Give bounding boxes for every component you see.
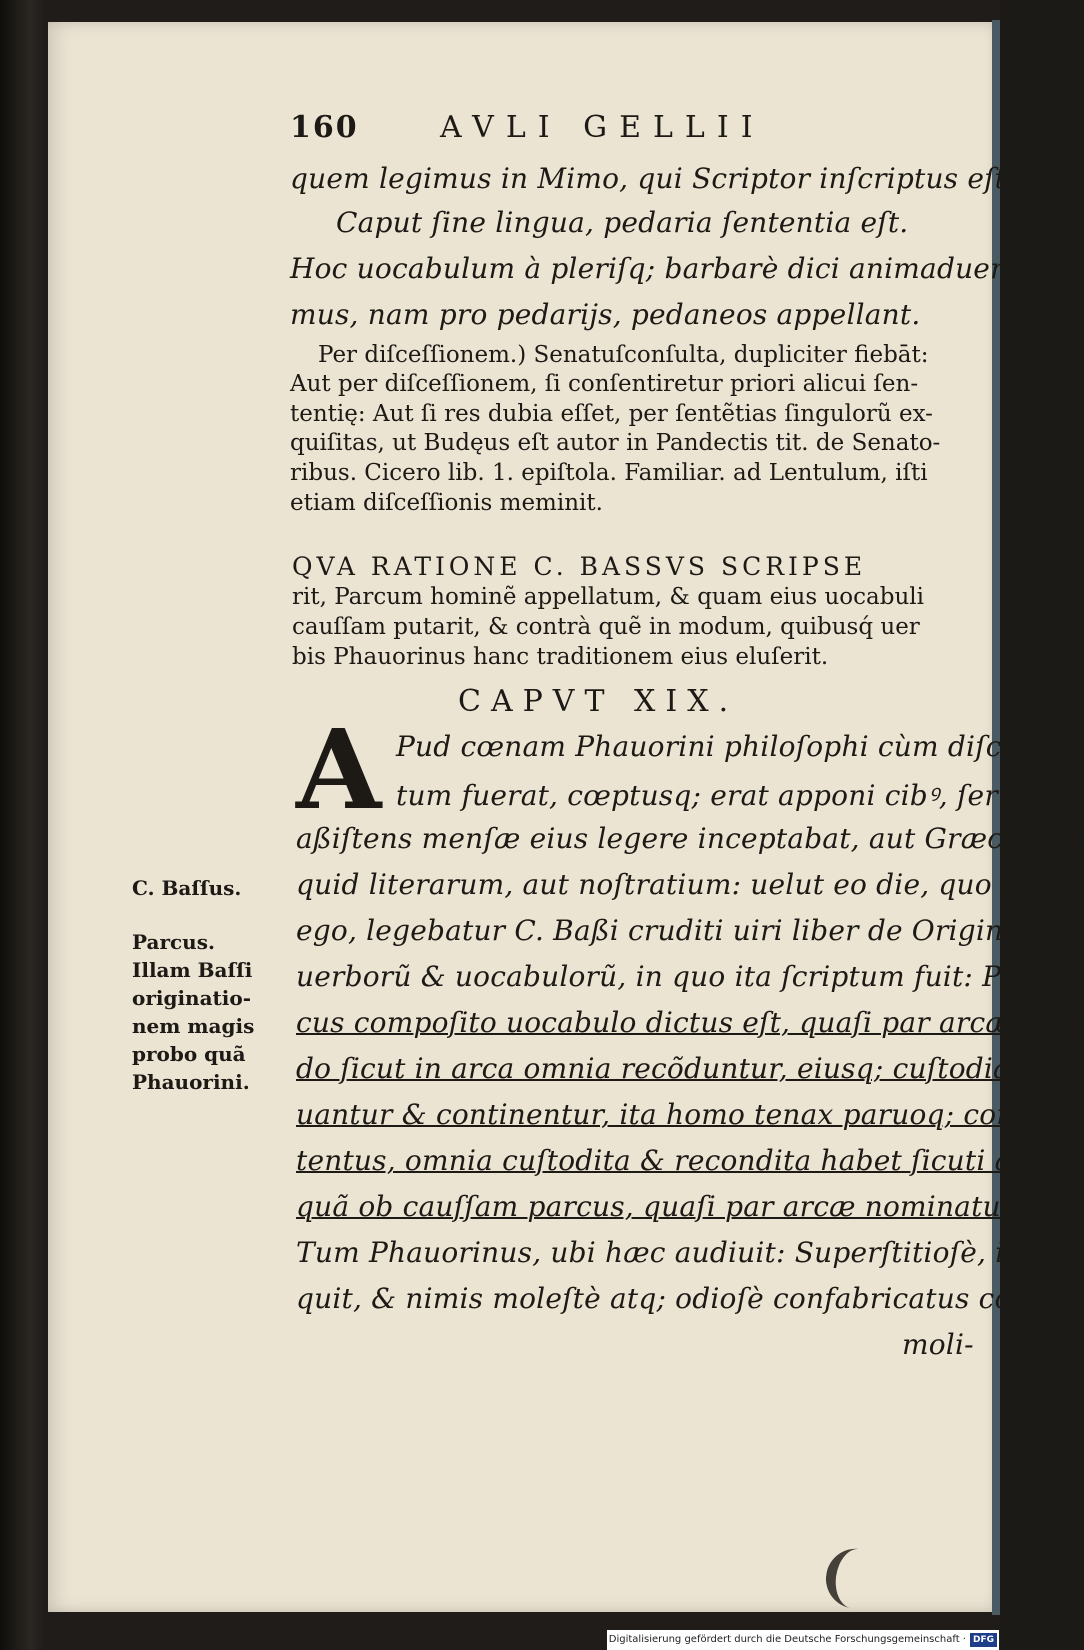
chapter-line-marked: do ſicut in arca omnia recõduntur, eiusq; cuſtodia ſer bbox=[296, 1052, 1060, 1085]
margin-note-line: Phauorini. bbox=[132, 1070, 250, 1094]
chapter-line: aßiſtens menſæ eius legere inceptabat, aut Græcarum bbox=[296, 822, 1079, 855]
chapter-line: tum fuerat, cœptusq; erat apponi cibꝰ, ſeruus bbox=[396, 779, 1049, 812]
chapter-line: Tum Phauorinus, ubi hæc audiuit: Superſtitioſè, in- bbox=[296, 1236, 1033, 1269]
body-line: mus, nam pro pedarijs, pedaneos appellant. bbox=[290, 298, 921, 331]
folio-number: 160 bbox=[290, 110, 359, 145]
margin-note-line: originatio- bbox=[132, 986, 252, 1010]
body-line: Hoc uocabulum à pleriſq; barbarè dici animaduerti- bbox=[290, 252, 1034, 285]
commentary-line: quiſitas, ut Budęus eſt autor in Pandectis tit. de Senato- bbox=[290, 430, 941, 456]
chapter-line-marked: quã ob cauſſam parcus, quaſi par arcæ nominatus eſt. bbox=[296, 1190, 1073, 1223]
body-line: quem legimus in Mimo, qui Scriptor inſcriptus eſt: bbox=[290, 162, 1016, 195]
commentary-line: etiam diſceſſionis meminit. bbox=[290, 490, 603, 516]
running-head: AVLI GELLII bbox=[440, 110, 765, 145]
margin-note-line: probo quã bbox=[132, 1042, 246, 1066]
margin-note-line: Illam Baſſi bbox=[132, 958, 253, 982]
drop-cap: A bbox=[296, 705, 382, 834]
chapter-line-marked: uantur & continentur, ita homo tenax paruoq; con- bbox=[296, 1098, 1025, 1131]
footer-credit bbox=[607, 1630, 999, 1650]
summary-line: bis Phauorinus hanc traditionem eius eluſerit. bbox=[292, 644, 829, 670]
summary-line: cauſſam putarit, & contrà quẽ in modum, quibusq́ uer bbox=[292, 614, 920, 640]
commentary-line: Per diſceſſionem.) Senatuſconſulta, dupliciter fiebāt: bbox=[318, 342, 929, 368]
dfg-logo: DFG bbox=[970, 1633, 997, 1647]
catchword: moli- bbox=[902, 1328, 974, 1361]
chapter-heading: CAPVT XIX. bbox=[458, 684, 739, 719]
page-header bbox=[290, 110, 890, 154]
chapter-line: Pud cœnam Phauorini philoſophi cùm diſcubi bbox=[396, 730, 1048, 763]
commentary-line: ribus. Cicero lib. 1. epiſtola. Familiar. ad Lentulum, iſti bbox=[290, 460, 928, 486]
chapter-line-marked: tentus, omnia cuſtodita & recondita habet ſicuti arca: bbox=[296, 1144, 1068, 1177]
margin-note-line: Parcus. bbox=[132, 930, 215, 954]
chapter-line: ego, legebatur C. Baßi cruditi uiri liber de Origine bbox=[296, 914, 1020, 947]
margin-note-bassus: C. Baſſus. bbox=[132, 876, 242, 900]
footer-text: Digitalisierung gefördert durch die Deutsche Forschungsgemeinschaft · bbox=[608, 1634, 966, 1645]
commentary-line: Aut per diſceſſionem, ſi conſentiretur priori alicui ſen- bbox=[290, 371, 919, 397]
summary-line: QVA RATIONE C. BASSVS SCRIPSE bbox=[292, 552, 867, 581]
chapter-line-marked: cus compoſito uocabulo dictus eſt, quaſi par arcæ: quã bbox=[296, 1006, 1084, 1039]
body-line: Caput ſine lingua, pedaria ſententia eſt. bbox=[336, 206, 909, 239]
commentary-line: tentię: Aut ſi res dubia eſſet, per ſentẽtias ſingulorũ ex- bbox=[290, 401, 933, 427]
chapter-line: uerborũ & uocabulorũ, in quo ita ſcriptum fuit: Par bbox=[296, 960, 1031, 993]
summary-line: rit, Parcum hominẽ appellatum, & quam eius uocabuli bbox=[292, 584, 924, 610]
margin-note-line: nem magis bbox=[132, 1014, 255, 1038]
chapter-line: quid literarum, aut noſtratium: uelut eo die, quo affui bbox=[296, 868, 1067, 901]
chapter-line: quit, & nimis moleſtè atq; odioſè confabricatus com bbox=[296, 1282, 1039, 1315]
